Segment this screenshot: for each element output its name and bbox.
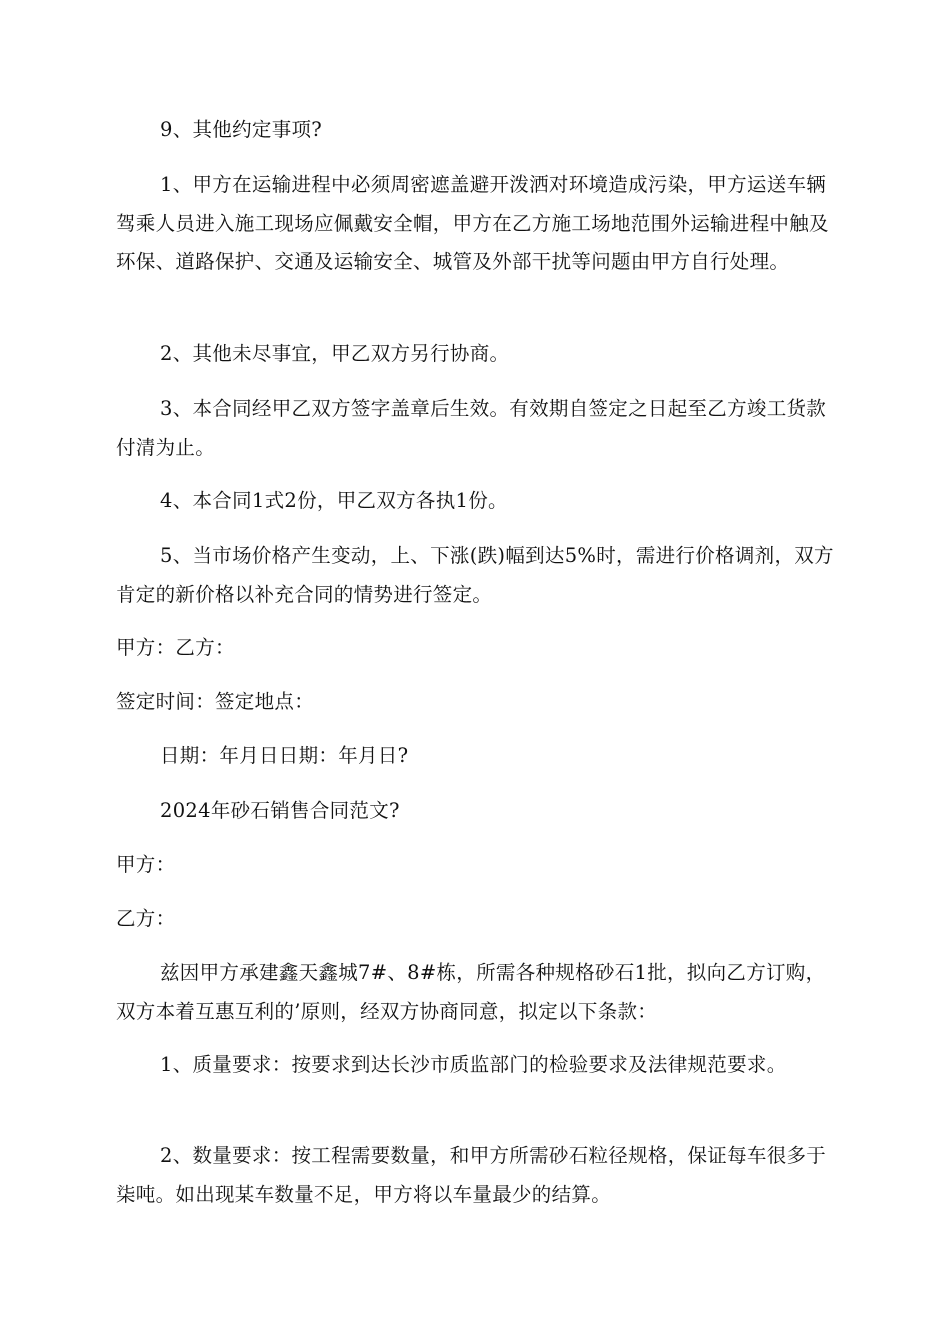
paragraph-preamble: 兹因甲方承建鑫天鑫城7#、8#栋，所需各种规格砂石1批，拟向乙方订购，双方本着互惠互利的’原则，经双方协商同意，拟定以下条款： — [116, 961, 826, 1023]
paragraph-quantity-requirement: 2、数量要求：按工程需要数量，和甲方所需砂石粒径规格，保证每车很多于柒吨。如出现某车数量不足，甲方将以车量最少的结算。 — [116, 1144, 827, 1206]
paragraph-unresolved-matters: 2、其他未尽事宜，甲乙双方另行协商。 — [160, 342, 510, 365]
paragraph-contract-title: 2024年砂石销售合同范文? — [160, 799, 400, 822]
paragraph-price-adjustment: 5、当市场价格产生变动，上、下涨(跌)幅到达5%时，需进行价格调剂，双方肯定的新价格以补充合同的情势进行签定。 — [116, 544, 834, 606]
paragraph-copies: 4、本合同1式2份，甲乙双方各执1份。 — [160, 489, 508, 512]
paragraph-transport-clause: 1、甲方在运输进程中必须周密遮盖避开泼洒对环境造成污染，甲方运送车辆驾乘人员进入施工现场应佩戴安全帽，甲方在乙方施工场地范围外运输进程中触及环保、道路保护、交通及运输安全、城管及外部干扰等问题由甲方自行处理。 — [116, 173, 829, 273]
paragraph-parties-signature: 甲方：乙方： — [116, 636, 235, 659]
paragraph-effective-date: 3、本合同经甲乙双方签字盖章后生效。有效期自签定之日起至乙方竣工货款付清为止。 — [116, 397, 827, 459]
paragraph-quality-requirement: 1、质量要求：按要求到达长沙市质监部门的检验要求及法律规范要求。 — [160, 1053, 787, 1076]
paragraph-signing-time-place: 签定时间：签定地点： — [116, 690, 315, 713]
paragraph-other-matters-heading: 9、其他约定事项? — [160, 118, 323, 141]
paragraph-party-a: 甲方： — [116, 853, 176, 876]
paragraph-dates: 日期：年月日日期：年月日? — [160, 744, 409, 767]
paragraph-party-b: 乙方： — [116, 907, 176, 930]
